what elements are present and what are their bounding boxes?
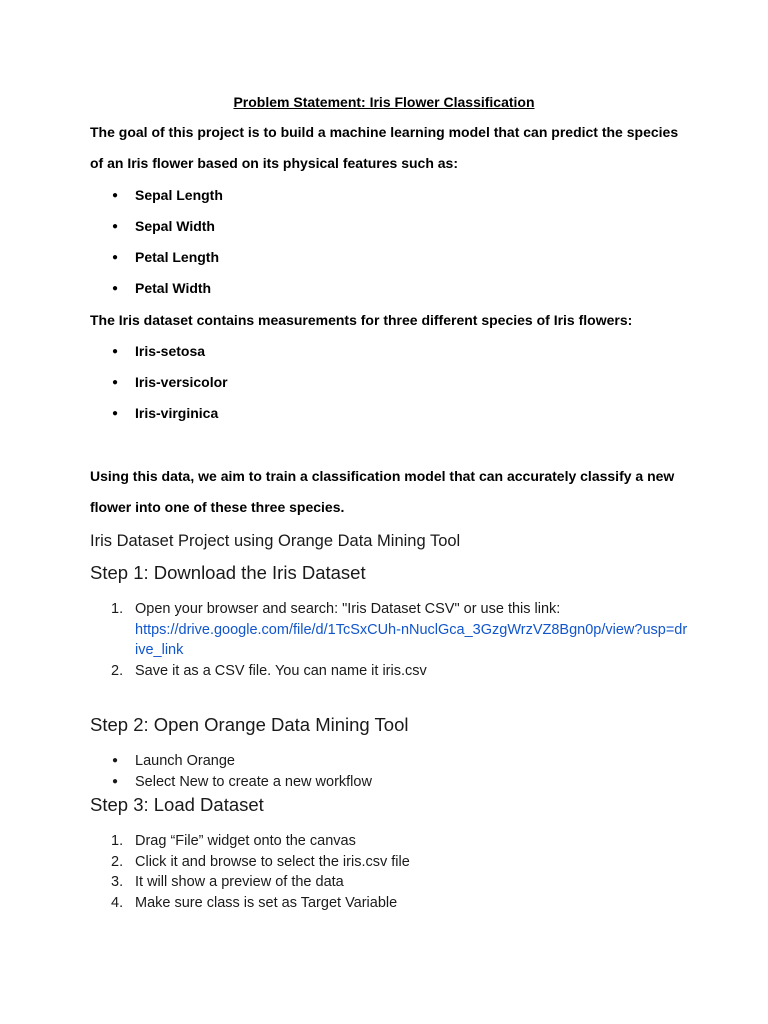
dataset-link[interactable]: https://drive.google.com/file/d/1TcSxCUh-nNuclGca_3GzgWrzVZ8Bgn0p/view?usp=drive_link	[135, 621, 688, 658]
list-number: 2.	[111, 662, 124, 679]
step2-heading: Step 2: Open Orange Data Mining Tool	[90, 714, 409, 735]
list-item-text: It will show a preview of the data	[135, 874, 344, 890]
list-item-text: Select New to create a new workflow	[135, 773, 372, 790]
step1-list	[90, 599, 690, 681]
feature-item: ● Petal Width	[90, 273, 223, 304]
list-number: 3.	[111, 874, 124, 890]
document-title: Problem Statement: Iris Flower Classification	[233, 94, 535, 110]
list-item-text: Open your browser and search: "Iris Dataset CSV" or use this link:	[135, 601, 561, 617]
species-item: ● Iris-setosa	[90, 336, 228, 367]
goal-paragraph: Using this data, we aim to train a classification model that can accurately classify a new flower into one of these three species.	[90, 468, 675, 515]
dataset-intro-paragraph: The Iris dataset contains measurements for three different species of Iris flowers:	[90, 312, 633, 328]
list-item-text: Make sure class is set as Target Variable	[135, 894, 398, 911]
list-item-text: Drag “File” widget onto the canvas	[135, 833, 356, 849]
list-item-text: Save it as a CSV file. You can name it iris.csv	[135, 662, 427, 679]
feature-item: ● Petal Length	[90, 242, 223, 273]
species-item: ● Iris-virginica	[90, 398, 228, 429]
list-item	[90, 893, 690, 914]
species-list	[90, 336, 228, 429]
list-item	[90, 661, 690, 682]
list-item	[90, 831, 690, 852]
project-subtitle: Iris Dataset Project using Orange Data Mining Tool	[90, 532, 461, 550]
step3-heading: Step 3: Load Dataset	[90, 794, 264, 815]
list-number: 1.	[111, 601, 124, 617]
species-item: ● Iris-versicolor	[90, 367, 228, 398]
feature-item: ● Sepal Width	[90, 211, 223, 242]
intro-paragraph: The goal of this project is to build a machine learning model that can predict the species of an Iris flower based on its physical features such as:	[90, 124, 679, 171]
list-item-text: Click it and browse to select the iris.csv file	[135, 853, 410, 870]
list-number: 4.	[111, 894, 124, 911]
bullet-icon: ●	[112, 775, 119, 787]
step2-list	[90, 751, 690, 792]
step3-list	[90, 831, 690, 913]
list-item	[90, 772, 690, 793]
list-item-text: Launch Orange	[135, 753, 235, 769]
feature-item: ● Sepal Length	[90, 180, 223, 211]
step1-heading: Step 1: Download the Iris Dataset	[90, 562, 366, 583]
bullet-icon: ●	[112, 755, 119, 766]
list-item	[90, 872, 690, 893]
list-number: 1.	[111, 833, 124, 849]
list-item	[90, 599, 690, 661]
list-number: 2.	[111, 853, 124, 870]
features-list	[90, 180, 223, 304]
list-item	[90, 751, 690, 772]
list-item	[90, 852, 690, 873]
